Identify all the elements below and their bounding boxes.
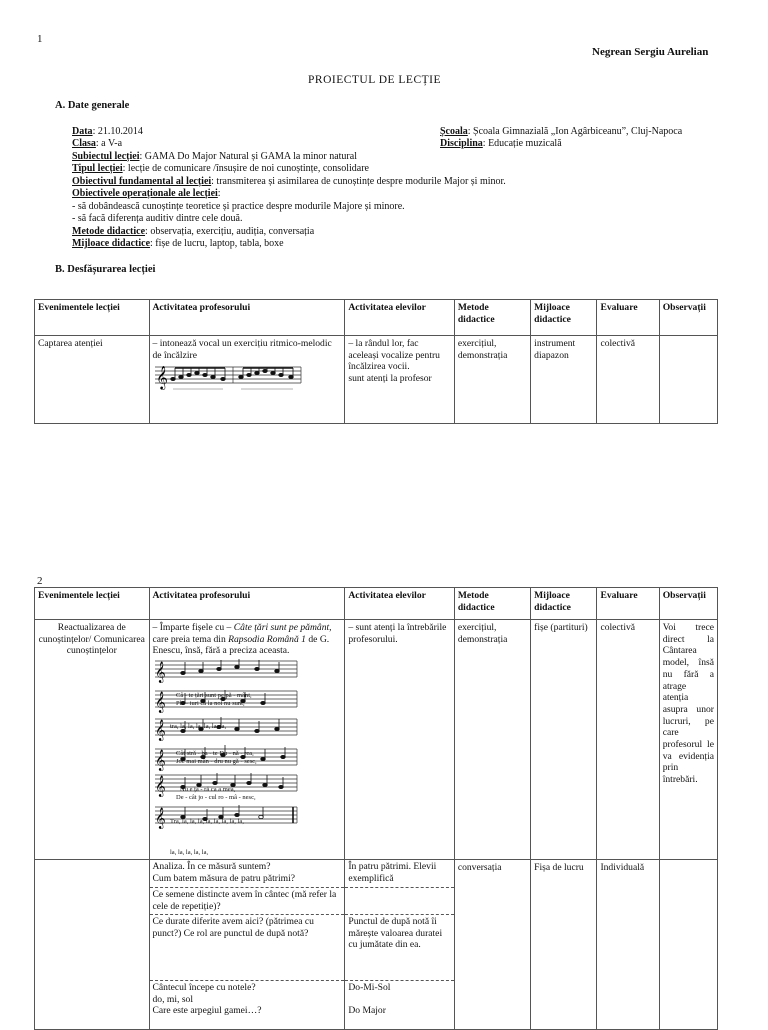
observations-cell: Voi trece direct la Cântarea model, însă nu fără a atrage atenția asupra unor lucruri, pe care profesorul le va evidenția prin întrebări. <box>659 620 717 860</box>
answer: În patru pătrimi. Elevii exemplifică <box>348 861 437 884</box>
document-title: PROIECTUL DE LECȚIE <box>308 74 442 86</box>
section-a-heading: A. Date generale <box>55 100 130 111</box>
event-cell <box>35 860 150 1030</box>
svg-text:𝄞: 𝄞 <box>154 808 166 830</box>
table-row <box>35 336 718 424</box>
svg-text:𝄞: 𝄞 <box>154 750 166 772</box>
answer: Punctul de după notă îi mărește valoarea duratei cu jumătate din ea. <box>345 914 453 980</box>
header-cell: Evenimentele lecției <box>35 300 150 336</box>
question: Ce semene distincte avem în cântec (mă refer la cele de repetiție)? <box>150 887 345 914</box>
evaluation-cell: colectivă <box>597 336 659 424</box>
page-number: 2 <box>37 575 43 587</box>
subiect-line: Subiectul lecției: GAMA Do Major Natural și GAMA la minor natural <box>72 151 357 162</box>
header-cell: Activitatea profesorului <box>149 300 345 336</box>
obiective-operationale-line: Obiectivele operaționale ale lecției: <box>72 188 221 199</box>
tip-line: Tipul lecției: lecție de comunicare /însușire de noi cunoștințe, consolidare <box>72 163 369 174</box>
header-cell: Activitatea elevilor <box>345 300 454 336</box>
lyric-line: Pla - iuri ca la noi nu sunt, <box>176 700 245 707</box>
music-staff-exercise <box>153 361 303 391</box>
header-cell: Activitatea profesorului <box>149 588 345 620</box>
student-answers-cell <box>345 860 454 1030</box>
lyric-line: la, la, la, la, la, <box>170 849 209 856</box>
lyric-line: De - cât jo - cul ro - mâ - nesc, <box>176 794 256 801</box>
lyric-line: tra, la, la, la, la, la, la, <box>170 723 227 730</box>
header-cell: Activitatea elevilor <box>345 588 454 620</box>
disciplina-line: Disciplina: Educație muzicală <box>440 138 562 149</box>
obiectiv-item: - să dobândească cunoștințe teoretice și practice despre modurile Majore și minore. <box>72 201 405 212</box>
header-cell: Evaluare <box>597 588 659 620</box>
means-cell: fișe (partituri) <box>531 620 597 860</box>
answer: Do-Mi-Sol Do Major <box>345 980 453 1018</box>
lyric-line: Câ - te țări sunt pe pă - mânt, <box>176 692 252 699</box>
header-cell: Mijloace didactice <box>531 300 597 336</box>
header-cell: Observații <box>659 588 717 620</box>
table-row <box>35 620 718 860</box>
student-activity-cell: – sunt atenți la întrebările profesorului. <box>345 620 454 860</box>
metode-line: Metode didactice: observația, exercițiu, audiția, conversația <box>72 226 315 237</box>
event-cell: Reactualizarea de cunoștințelor/ Comunicarea cunoștințelor <box>35 620 150 860</box>
question: Cântecul începe cu notele? do, mi, sol Care este arpegiul gamei…? <box>150 980 345 1018</box>
teacher-activity-cell: – intonează vocal un exercițiu ritmico-melodic de încălzire 𝄞 <box>149 336 345 424</box>
clasa-line: Clasa: a V-a <box>72 138 123 149</box>
teacher-questions-cell <box>149 860 345 1030</box>
obiectiv-item: - să facă diferența auditiv dintre cele două. <box>72 213 243 224</box>
header-cell: Metode didactice <box>454 300 530 336</box>
data-line: Data: 21.10.2014 <box>72 126 143 137</box>
svg-text:𝄞: 𝄞 <box>154 720 166 742</box>
page-number: 1 <box>37 33 43 45</box>
methods-cell: exercițiul, demonstrația <box>454 620 530 860</box>
header-cell: Observații <box>659 300 717 336</box>
student-activity-cell: – la rândul lor, fac aceleași vocalize pentru încălzirea vocii. sunt atenți la profesor <box>345 336 454 424</box>
header-cell: Metode didactice <box>454 588 530 620</box>
table-row <box>35 860 718 1030</box>
answer-empty <box>345 887 453 914</box>
header-cell: Evaluare <box>597 300 659 336</box>
means-cell: Fișa de lucru <box>531 860 597 1030</box>
svg-text:𝄞: 𝄞 <box>155 365 168 390</box>
header-cell: Mijloace didactice <box>531 588 597 620</box>
lyric-line: Joc mai mân - dru nu gă - sesc, <box>176 758 257 765</box>
section-b-heading: B. Desfășurarea lecției <box>55 264 156 275</box>
evaluation-cell: Individuală <box>597 860 659 1030</box>
observations-cell <box>659 860 717 1030</box>
question: Ce durate diferite avem aici? (pătrimea cu punct?) Ce rol are punctul de după notă? <box>150 914 345 980</box>
lyric-line: Cât stră - ba - te Du - nă - rea, <box>176 750 254 757</box>
means-cell: instrument diapazon <box>531 336 597 424</box>
lesson-table-2 <box>34 587 718 1030</box>
methods-cell: conversația <box>454 860 530 1030</box>
header-cell: Evenimentele lecției <box>35 588 150 620</box>
mijloace-line: Mijloace didactice: fișe de lucru, laptop, tabla, boxe <box>72 238 284 249</box>
evaluation-cell: colectivă <box>597 620 659 860</box>
scoala-line: Școala: Școala Gimnazială „Ion Agârbiceanu”, Cluj-Napoca <box>440 126 683 137</box>
methods-cell: exercițiul, demonstrația <box>454 336 530 424</box>
svg-text:𝄞: 𝄞 <box>154 662 166 684</box>
svg-text:𝄞: 𝄞 <box>154 692 166 714</box>
lesson-table-1 <box>34 299 718 424</box>
obiectiv-fundamental-line: Obiectivul fundamental al lecției: transmiterea și asimilarea de cunoștințe despre modurile Major și minor. <box>72 176 506 187</box>
svg-text:𝄞: 𝄞 <box>154 776 166 798</box>
teacher-activity-text: – Împarte fișele cu – Câte țări sunt pe pământ, care preia tema din Rapsodia Română 1 de G. Enescu, însă, fără a preciza aceasta. <box>152 622 332 657</box>
observations-cell <box>659 336 717 424</box>
lyric-line: Tra, la, la, la, la, la, la, la, la, <box>170 818 244 825</box>
song-score <box>153 657 339 839</box>
table-header-row <box>35 588 718 620</box>
event-cell: Captarea atenției <box>35 336 150 424</box>
lyric-line: Nu e ța - ră ca a mea, <box>180 786 236 793</box>
author-name: Negrean Sergiu Aurelian <box>592 46 709 58</box>
question: Analiza. În ce măsură suntem? Cum batem măsura de patru pătrimi? <box>152 861 296 884</box>
table-header-row <box>35 300 718 336</box>
